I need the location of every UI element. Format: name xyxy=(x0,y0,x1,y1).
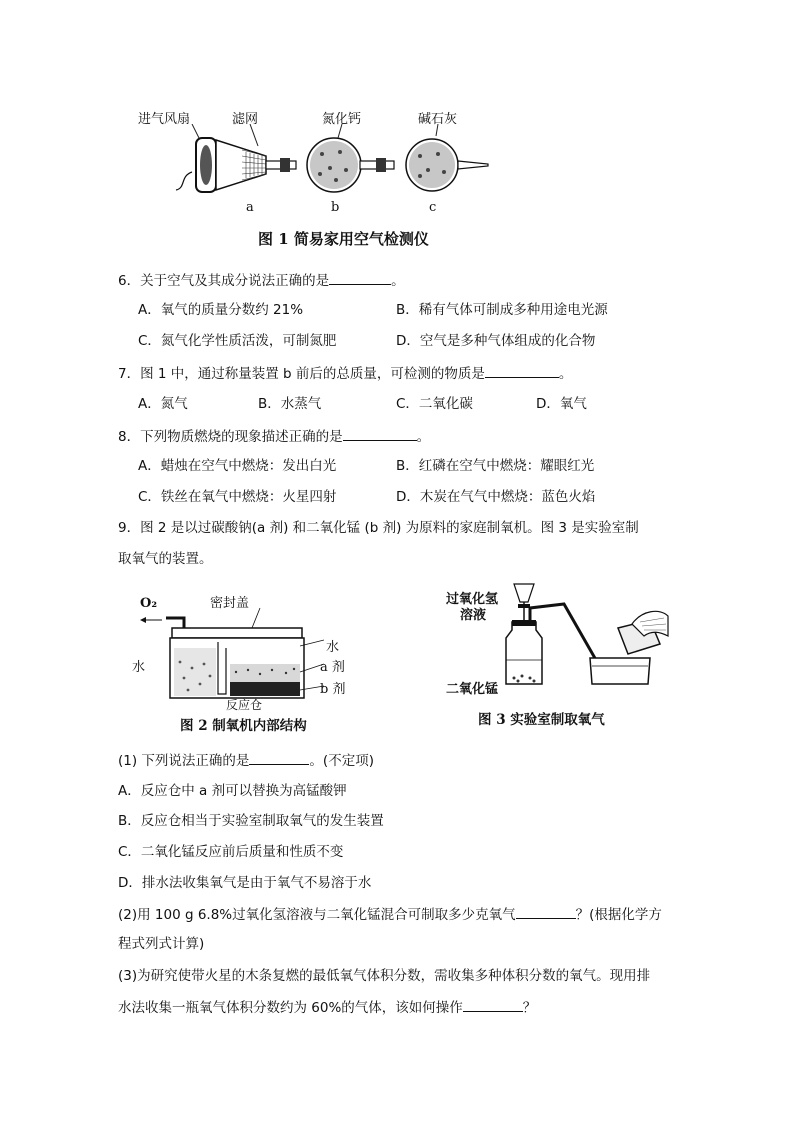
fig2-label-o2: O₂ xyxy=(140,596,158,611)
q7-option-d: D．氧气 xyxy=(536,396,587,412)
q7-option-b: B．水蒸气 xyxy=(258,396,322,412)
sub1-option-c: C．二氧化锰反应前后质量和性质不变 xyxy=(118,844,344,860)
fig2-label-chamber: 反应仓 xyxy=(226,698,263,712)
figure-2-caption: 图 2 制氧机内部结构 xyxy=(180,718,307,734)
fig1-label-nitride: 氮化钙 xyxy=(322,112,362,127)
sub1-option-d: D．排水法收集氧气是由于氧气不易溶于水 xyxy=(118,875,372,891)
q7-option-a: A．氮气 xyxy=(138,396,188,412)
q6-option-a: A．氧气的质量分数约 21% xyxy=(138,302,304,318)
air-detector-drawing xyxy=(170,124,500,196)
fig1-label-lime: 碱石灰 xyxy=(418,112,458,127)
sub3-line1: (3)为研究使带火星的木条复燃的最低氧气体积分数，需收集多种体积分数的氧气。现用排 xyxy=(118,968,651,984)
lab-oxygen-apparatus-drawing xyxy=(500,580,670,690)
q7-option-c: C．二氧化碳 xyxy=(396,396,473,412)
sub3-line2: 水法收集一瓶氧气体积分数约为 60%的气体，该如何操作 ？ xyxy=(118,997,536,1018)
q6-option-c: C．氮气化学性质活泼，可制氮肥 xyxy=(138,333,337,349)
q7-stem: 7．图 1 中，通过称量装置 b 前后的总质量，可检测的物质是 。 xyxy=(118,363,572,384)
fig1-label-filter: 滤网 xyxy=(232,112,259,127)
sub1-stem: (1) 下列说法正确的是 。(不定项) xyxy=(118,750,374,771)
sub1-option-a: A．反应仓中 a 剂可以替换为高锰酸钾 xyxy=(118,783,347,799)
fig2-label-agent-a: a 剂 xyxy=(320,660,345,675)
fig1-letter-c: c xyxy=(429,200,437,215)
fig2-label-water-right: 水 xyxy=(326,640,340,655)
figure-3-caption: 图 3 实验室制取氧气 xyxy=(478,712,605,728)
q9-stem-line2: 取氧气的装置。 xyxy=(118,551,213,567)
figure-1-caption: 图 1 简易家用空气检测仪 xyxy=(258,230,429,248)
q6-option-d: D．空气是多种气体组成的化合物 xyxy=(396,333,596,349)
q8-answer-blank[interactable] xyxy=(343,426,417,441)
fig3-label-mno2: 二氧化锰 xyxy=(446,682,499,697)
fig3-label-peroxide-1: 过氧化氢 xyxy=(446,592,499,607)
fig2-label-agent-b: b 剂 xyxy=(320,682,346,697)
oxygen-generator-drawing xyxy=(140,606,330,702)
q8-option-a: A．蜡烛在空气中燃烧：发出白光 xyxy=(138,458,337,474)
sub1-answer-blank[interactable] xyxy=(249,750,309,765)
sub2-line2: 程式列式计算) xyxy=(118,936,205,952)
q8-option-b: B．红磷在空气中燃烧：耀眼红光 xyxy=(396,458,595,474)
sub2-line1: (2)用 100 g 6.8%过氧化氢溶液与二氧化锰混合可制取多少克氧气 ？(根据化学方 xyxy=(118,904,662,925)
q6-stem: 6．关于空气及其成分说法正确的是 。 xyxy=(118,270,405,291)
q8-stem: 8．下列物质燃烧的现象描述正确的是 。 xyxy=(118,426,430,447)
q9-stem-line1: 9．图 2 是以过碳酸钠(a 剂) 和二氧化锰 (b 剂) 为原料的家庭制氧机。图 3 是实验室制 xyxy=(118,520,639,536)
fig2-label-water-left: 水 xyxy=(132,660,146,675)
sub3-answer-blank[interactable] xyxy=(463,997,523,1012)
q8-option-d: D．木炭在气气中燃烧：蓝色火焰 xyxy=(396,489,596,505)
sub2-answer-blank[interactable] xyxy=(516,904,576,919)
sub1-option-b: B．反应仓相当于实验室制取氧气的发生装置 xyxy=(118,813,384,829)
q6-answer-blank[interactable] xyxy=(329,270,391,285)
q6-option-b: B．稀有气体可制成多种用途电光源 xyxy=(396,302,608,318)
fig3-label-peroxide-2: 溶液 xyxy=(460,608,487,623)
q7-answer-blank[interactable] xyxy=(485,363,559,378)
fig1-label-fan: 进气风扇 xyxy=(138,112,191,127)
q8-option-c: C．铁丝在氧气中燃烧：火星四射 xyxy=(138,489,337,505)
fig1-letter-b: b xyxy=(331,200,340,215)
fig2-label-lid: 密封盖 xyxy=(210,596,250,611)
fig1-letter-a: a xyxy=(246,200,254,215)
